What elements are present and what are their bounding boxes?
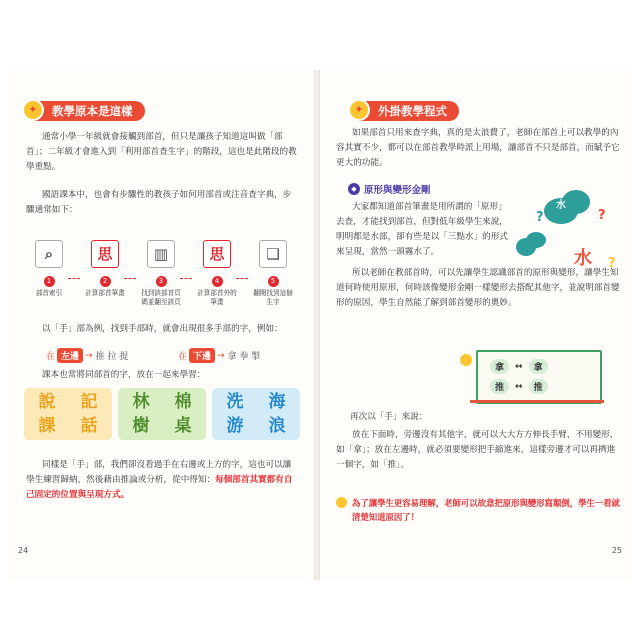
teacher-tip: 為了讓學生更容易理解，老師可以故意把原形與變形寫顛倒，學生一看就清楚知道原因了！ <box>336 496 620 524</box>
left-page <box>8 70 315 580</box>
book-spread <box>8 70 632 580</box>
right-para4: 再次以「手」來說： <box>350 412 428 422</box>
water-radical-illustration: ? ? ? 水 水 <box>516 190 626 300</box>
left-para5: 同樣是「手」部，我們卻沒看過手在右邊或上方的字，這也可以讓學生練習歸納，然後藉由推論或分析，從中得知：每個部首其實都有自己固定的位置與呈現方式。 <box>26 460 293 500</box>
step-2: 思 2 計算部首筆畫 <box>82 240 128 298</box>
lookup-steps <box>26 240 298 306</box>
example-left: 在 左邊 → 推 拉 提 <box>46 348 128 363</box>
card-water: 洗 海 游 浪 <box>212 388 300 440</box>
right-page <box>320 70 632 580</box>
left-para3: 以「手」部為例，找到手部時，就會出現很多手部的字，例如： <box>42 324 283 334</box>
left-para2: 國語課本中，也會有步驟性的教孩子如何用部首或注音查字典，步驟通常如下： <box>26 190 292 215</box>
page-number-right: 25 <box>611 546 622 555</box>
left-para1: 通常小學一年級就會接觸到部首，但只是讓孩子知道這叫做「部首」；二年級才會進入到「利用部首查生字」的階段，這也是此階段的教學重點。 <box>26 132 297 172</box>
step-1: ⌕ 1 部首索引 <box>26 240 72 298</box>
left-heading <box>26 100 145 122</box>
step-4: 思 4 計算部首外的筆畫 <box>194 240 240 306</box>
right-para3: 所以老師在教部首時，可以先讓學生認識部首的原形與變形，讓學生知道何時使用原形，何時該像變形金剛一樣變形去搭配其他字，並說明部首變形的原因，學生自然能了解到部首變形的奧妙。 <box>336 268 620 308</box>
right-para5: 放在下面時，旁邊沒有其他字，就可以大大方方伸長手臂，不用變形，如「拿」；放在左邊時，就必須要變形把手縮進來，這樣旁邊才可以再擠進一個字，如「推」。 <box>336 430 619 470</box>
left-para4: 課本也常將同部首的字，放在一起來學習： <box>42 370 206 380</box>
magnifier-icon: ⌕ <box>35 240 63 268</box>
open-book-icon: ❏ <box>259 240 287 268</box>
step-5: ❏ 5 翻閱找到這個生字 <box>250 240 296 306</box>
example-bottom: 在 下邊 → 拿 拳 掣 <box>178 348 260 363</box>
book-icon: ▥ <box>147 240 175 268</box>
right-subheading: ◆ 原形與變形金剛 <box>348 182 431 196</box>
right-heading <box>352 100 459 122</box>
bulb-icon: ✦ <box>348 99 370 121</box>
left-heading-text: 教學原本是這樣 <box>52 104 133 118</box>
radical-cards <box>24 388 300 440</box>
right-para1: 如果部首只用來查字典，真的是太浪費了，老師在部首上可以教學的內容其實不少，都可以在部首教學時派上用場，讓部首不只是部首，而賦予它更大的功能。 <box>336 128 620 168</box>
tip-bulb-icon <box>336 497 347 508</box>
bulb-icon: ✦ <box>22 99 44 121</box>
sub-dot-icon: ◆ <box>348 183 360 195</box>
card-speech: 說 記 課 話 <box>24 388 112 440</box>
right-para2: 大家都知道部首筆畫是用所謂的「原形」去查，才能找到部首，但對低年級學生來說，明明都是水部，卻有些是以「三點水」的形式來呈現，當然一頭霧水了。 <box>336 202 508 257</box>
lamp-icon <box>458 354 474 374</box>
chalkboard: 拿 ↔ 拿 推 ↔ 推 <box>476 350 602 404</box>
step-3: ▥ 3 找到該部首頁碼並翻至該頁 <box>138 240 184 306</box>
right-heading-text: 外掛教學程式 <box>378 104 447 118</box>
card-wood: 林 棉 樹 桌 <box>118 388 206 440</box>
page-number-left: 24 <box>18 546 29 555</box>
